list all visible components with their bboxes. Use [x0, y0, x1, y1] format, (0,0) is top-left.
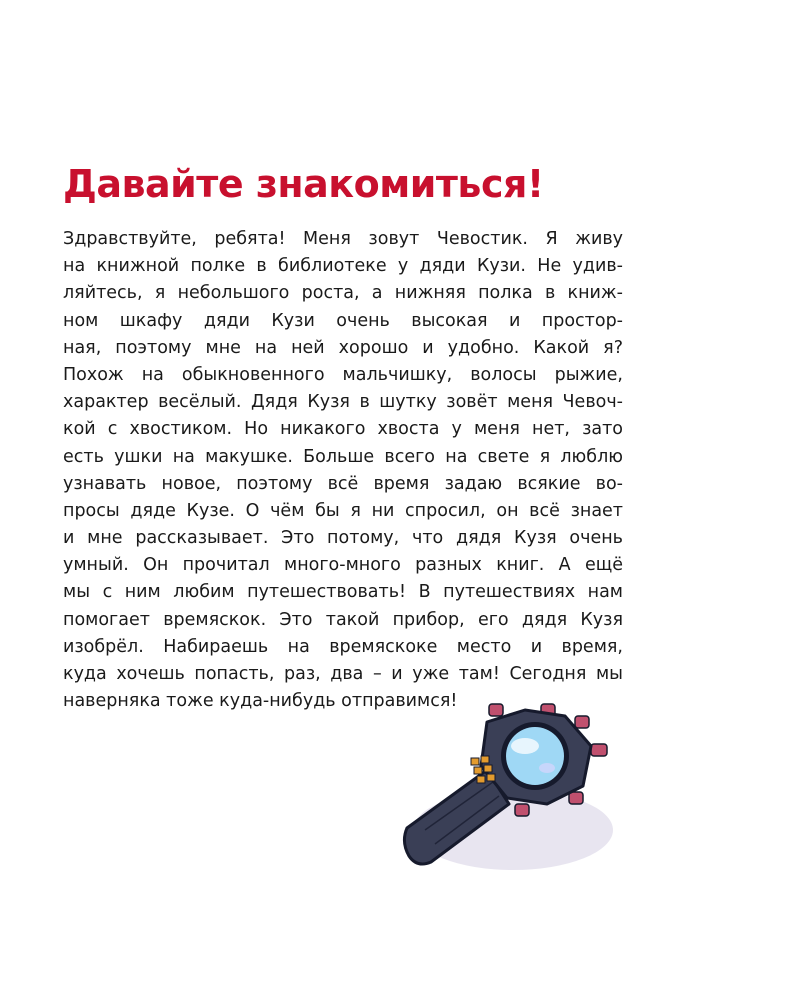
body-paragraph [63, 226, 623, 715]
text-line: просы дяде Кузе. О чём бы я ни спросил, он всё знает [63, 500, 623, 521]
text-line: мы с ним любим путешествовать! В путешествиях нам [63, 582, 623, 603]
device-lens [506, 727, 564, 785]
text-line: помогает времяскок. Это такой прибор, его дядя Кузя [63, 609, 623, 630]
device-nub [575, 716, 589, 728]
device-nub [489, 704, 503, 716]
text-line: есть ушки на макушке. Больше всего на свете я люблю [63, 446, 623, 467]
text-line: Здравствуйте, ребята! Меня зовут Чевостик. Я живу [63, 229, 623, 249]
text-line: куда хочешь попасть, раз, два – и уже там! Сегодня мы [63, 664, 623, 684]
text-line: ляйтесь, я небольшого роста, а нижняя полка в книж- [63, 283, 623, 304]
text-line: и мне рассказывает. Это потому, что дядя Кузя очень [63, 528, 623, 549]
text-line: Похож на обыкновенного мальчишку, волосы рыжие, [63, 364, 623, 385]
text-line: наверняка тоже куда-нибудь отправимся! [63, 691, 458, 712]
page-title: Давайте знакомиться! [63, 162, 544, 206]
text-line: изобрёл. Набираешь на времяскоке место и время, [63, 636, 623, 657]
text-line: характер весёлый. Дядя Кузя в шутку зовёт меня Чевоч- [63, 392, 623, 413]
text-line: кой с хвостиком. Но никакого хвоста у меня нет, зато [63, 419, 623, 440]
text-line: на книжной полке в библиотеке у дяди Кузи. Не удив- [63, 256, 623, 277]
text-line: ном шкафу дяди Кузи очень высокая и простор- [63, 310, 623, 331]
text-line: ная, поэтому мне на ней хорошо и удобно. Какой я? [63, 337, 623, 358]
device-nub [515, 804, 529, 816]
device-nub [591, 744, 607, 756]
text-line: умный. Он прочитал много-много разных книг. А ещё [63, 555, 623, 576]
device-nub [569, 792, 583, 804]
text-line: узнавать новое, поэтому всё время задаю всякие во- [63, 473, 623, 494]
time-device-icon [395, 700, 635, 880]
